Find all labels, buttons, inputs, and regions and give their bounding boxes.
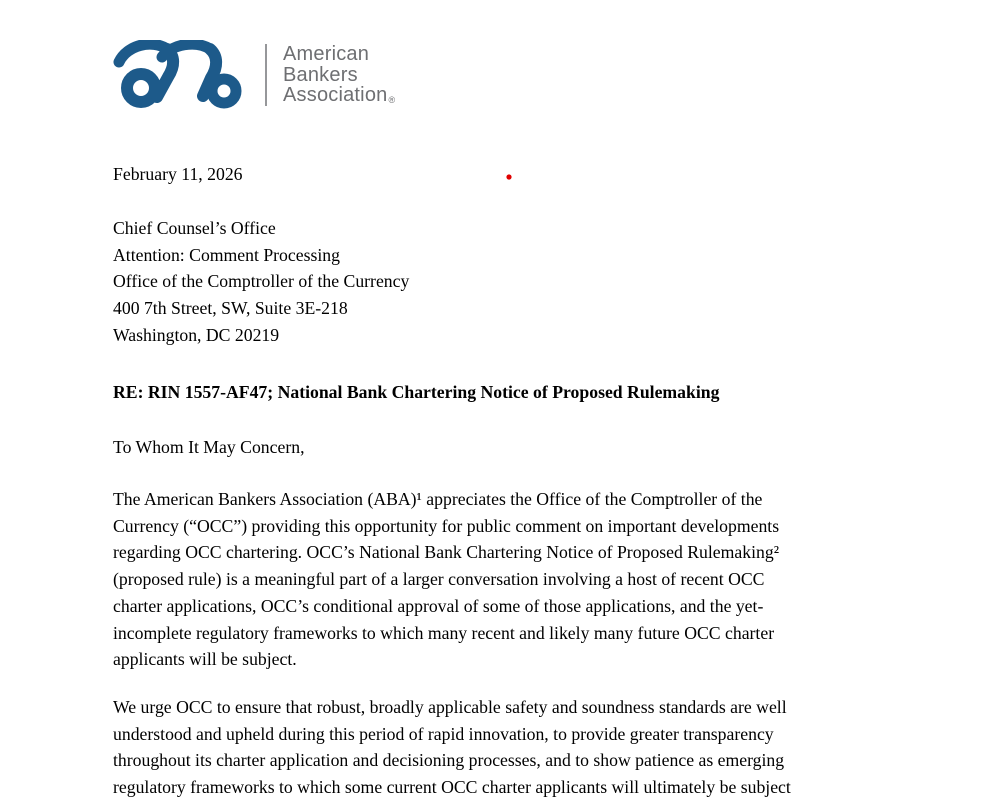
paragraph-2 <box>113 694 791 801</box>
text-line: Bankers <box>283 63 358 86</box>
paragraph-1 <box>113 486 779 673</box>
text-line: Chief Counsel’s Office <box>113 218 276 238</box>
text-line: Currency (“OCC”) providing this opportunity for public comment on important developments <box>113 515 780 536</box>
annotation-dot <box>506 174 512 180</box>
subject-line: RE: RIN 1557-AF47; National Bank Chartering Notice of Proposed Rulemaking <box>113 382 720 402</box>
text-line: applicants will be subject. <box>113 649 297 670</box>
text-line: regulatory frameworks to which some current OCC charter applicants will ultimately be subject <box>113 777 791 798</box>
logo-divider <box>265 44 267 106</box>
text-line: 400 7th Street, SW, Suite 3E-218 <box>113 298 348 319</box>
wordmark-lines <box>283 44 395 85</box>
wordmark-line: Association <box>283 84 388 107</box>
text-line: We urge OCC to ensure that robust, broadly applicable safety and soundness standards are well <box>113 697 787 717</box>
registered-mark: ® <box>388 94 396 105</box>
text-line: understood and upheld during this period of rapid innovation, to provide greater transparency <box>113 723 774 744</box>
text-line: throughout its charter application and decisioning processes, and to show patience as emerging <box>113 750 785 771</box>
text-line: regarding OCC chartering. OCC’s National Bank Chartering Notice of Proposed Rulemaking² <box>113 542 779 563</box>
aba-logo <box>112 40 395 110</box>
aba-logo-icon <box>112 40 250 110</box>
text-line: The American Bankers Association (ABA)¹ appreciates the Office of the Comptroller of the <box>113 489 763 509</box>
recipient-address <box>113 215 409 349</box>
text-line: charter applications, OCC’s conditional approval of some of those applications, and the yet- <box>113 595 764 616</box>
text-line: American <box>283 43 370 66</box>
text-line: incomplete regulatory frameworks to which many recent and likely many future OCC charter <box>113 622 775 643</box>
text-line: Office of the Comptroller of the Currency <box>113 271 410 292</box>
date-line: February 11, 2026 <box>113 164 243 184</box>
text-line: Attention: Comment Processing <box>113 244 340 265</box>
text-line: (proposed rule) is a meaningful part of a larger conversation involving a host of recent OCC <box>113 569 765 590</box>
text-line: Washington, DC 20219 <box>113 324 280 345</box>
logo-wordmark <box>283 44 395 106</box>
salutation: To Whom It May Concern, <box>113 437 305 457</box>
